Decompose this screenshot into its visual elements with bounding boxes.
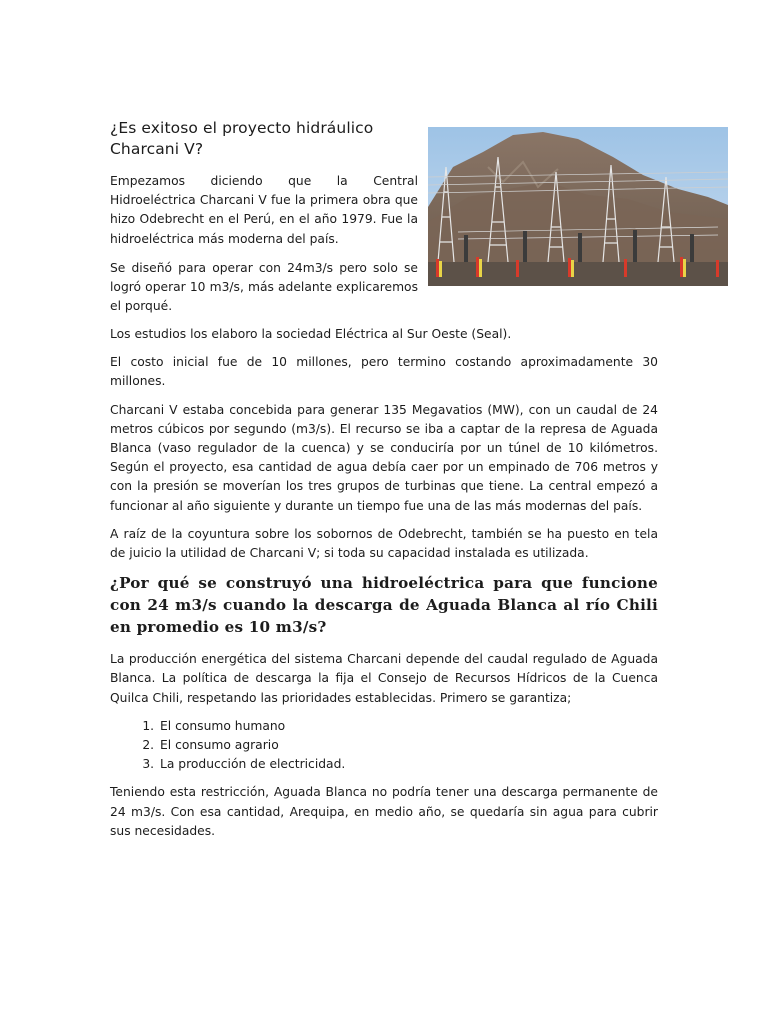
document-title: ¿Es exitoso el proyecto hidráulico Charcani V? (110, 119, 374, 158)
body-paragraph: A raíz de la coyuntura sobre los sobornos de Odebrecht, también se ha puesto en tela de juicio la utilidad de Charcani V; si toda su capacidad instalada es utilizada. (110, 526, 658, 561)
list-item: 1. El consumo humano (158, 717, 658, 736)
intro-paragraph: Empezamos diciendo que la Central Hidroeléctrica Charcani V fue la primera obra que hizo Odebrecht en el Perú, en el año 1979. Fue la hidroeléctrica más moderna del país. (110, 174, 418, 246)
body-paragraph: El costo inicial fue de 10 millones, pero termino costando aproximadamente 30 millones. (110, 355, 658, 389)
list-item: 3. La producción de electricidad. (158, 755, 658, 774)
body-paragraph: Charcani V estaba concebida para generar 135 Megavatios (MW), con un caudal de 24 metros cúbicos por segundo (m3/s). El recurso se iba a captar de la represa de Aguada Blanca (vaso regulador de la cuenca) y se conduciría por un túnel de 10 kilómetros. Según el proyecto, esa cantidad de agua debía caer por un empinado de 706 metros y con la presión se moverían los tres grupos de turbinas que tiene. La central empezó a funcionar al año siguiente y durante un tiempo fue una de las más modernas del país. (110, 402, 658, 513)
intro-section (110, 118, 418, 326)
main-body (110, 325, 658, 850)
priority-list (110, 717, 658, 775)
body-paragraph: Los estudios los elaboro la sociedad Eléctrica al Sur Oeste (Seal). (110, 327, 512, 341)
closing-paragraph: Teniendo esta restricción, Aguada Blanca no podría tener una descarga permanente de 24 m3/s. Con esa cantidad, Arequipa, en medio año, se quedaría sin agua para cubrir sus necesidades. (110, 785, 658, 838)
list-item: 2. El consumo agrario (158, 736, 658, 755)
substation-photo (428, 127, 728, 286)
question-heading: ¿Por qué se construyó una hidroeléctrica para que funcione con 24 m3/s cuando la descarga de Aguada Blanca al río Chili en promedio es 10 m3/s? (110, 574, 658, 637)
body-paragraph: La producción energética del sistema Charcani depende del caudal regulado de Aguada Blanca. La política de descarga la fija el Consejo de Recursos Hídricos de la Cuenca Quilca Chili, respetando las prioridades establecidas. Primero se garantiza; (110, 652, 658, 705)
intro-paragraph: Se diseñó para operar con 24m3/s pero solo se logró operar 10 m3/s, más adelante explicaremos el porqué. (110, 260, 418, 314)
